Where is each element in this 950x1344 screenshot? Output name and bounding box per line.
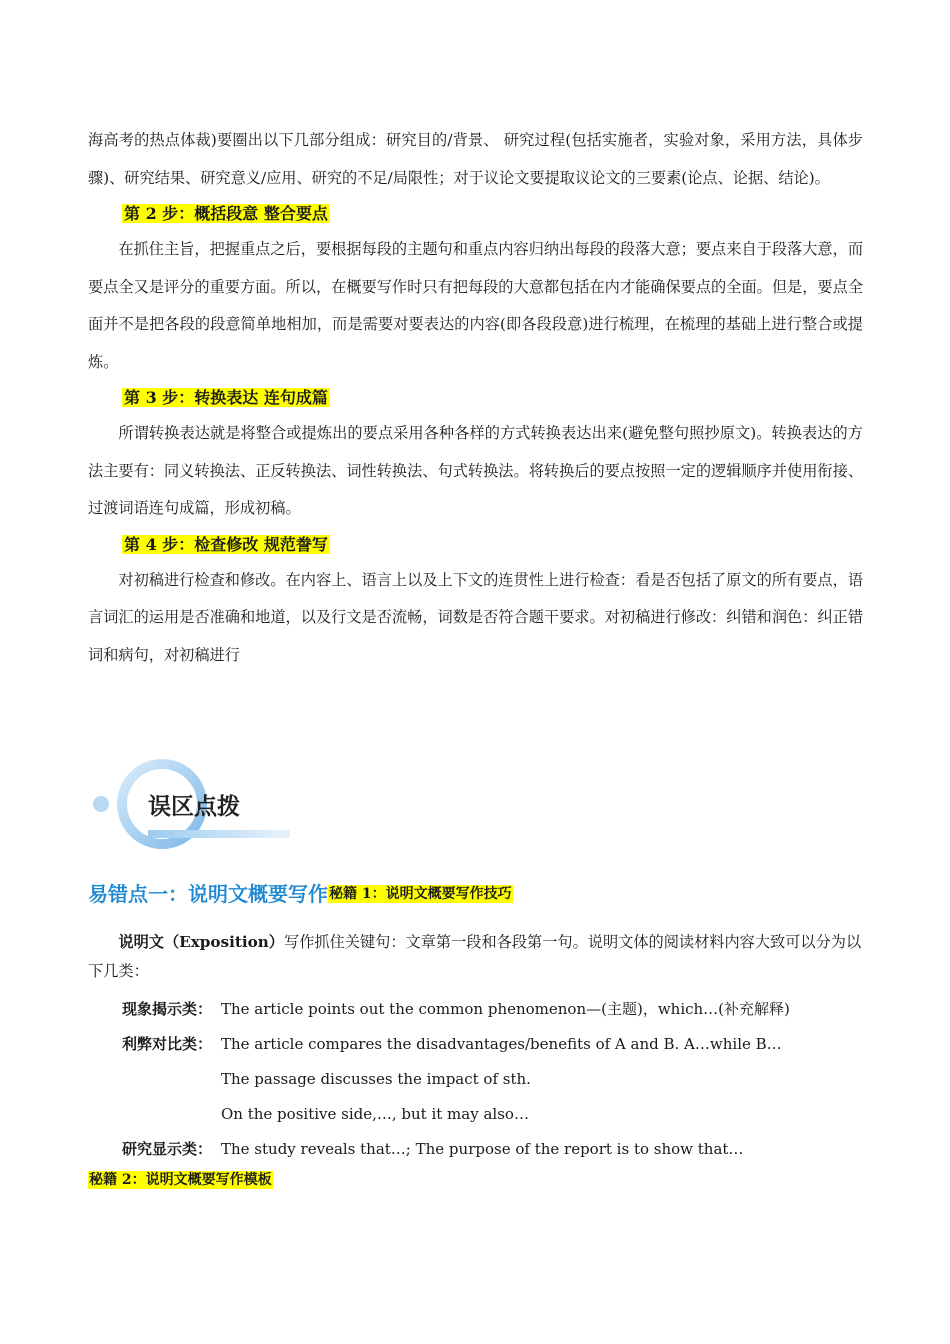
template-row: 利弊对比类： The article compares the disadvantages/benefits of A and B. A…while B…: [122, 1035, 782, 1053]
step3-heading: 第 3 步：转换表达 连句成篇: [124, 388, 328, 407]
exposition-section: [88, 928, 863, 1189]
tip2-heading: 秘籍 2：说明文概要写作模板: [89, 1172, 272, 1188]
exposition-intro: 说明文（Exposition）写作抓住关键句：文章第一段和各段第一句。说明文体的阅读材料内容大致可以分为以下几类：: [88, 933, 862, 980]
template-row: 研究显示类： The study reveals that…; The purpose of the report is to show that…: [122, 1140, 744, 1158]
step4-paragraph: 对初稿进行检查和修改。在内容上、语言上以及上下文的连贯性上进行检查：看是否包括了原文的所有要点，语言词汇的运用是否准确和地道，以及行文是否流畅，词数是否符合题干要求。对初稿进行修改：纠错和润色：纠正错词和病句，对初稿进行: [88, 570, 863, 664]
banner-label: 误区点拨: [148, 794, 240, 820]
section-banner: [88, 758, 298, 850]
template-row: 现象揭示类： The article points out the common phenomenon—(主题)，which…(补充解释): [122, 1000, 790, 1018]
tip1-label: 秘籍 1：说明文概要写作技巧: [329, 885, 512, 902]
step2-paragraph: 在抓住主旨，把握重点之后，要根据每段的主题句和重点内容归纳出每段的段落大意；要点来自于段落大意，而要点全又是评分的重要方面。所以，在概要写作时只有把每段的大意都包括在内才能确保要点的全面。但是，要点全面并不是把各段的段意简单地相加，而是需要对要表达的内容(即各段段意)进行梳理，在梳理的基础上进行整合或提炼。: [88, 240, 863, 371]
template-row: The passage discusses the impact of sth.: [221, 1070, 531, 1088]
template-row: On the positive side,…, but it may also…: [221, 1105, 529, 1123]
step3-paragraph: 所谓转换表达就是将整合或提炼出的要点采用各种各样的方式转换表达出来(避免整句照抄原文)。转换表达的方法主要有：同义转换法、正反转换法、词性转换法、句式转换法。将转换后的要点按照一定的逻辑顺序并使用衔接、过渡词语连句成篇，形成初稿。: [88, 424, 863, 517]
writing-steps: [88, 122, 863, 674]
error-point-title: 易错点一：说明文概要写作: [88, 882, 328, 906]
error-point-heading: [88, 878, 513, 907]
intro-paragraph: 海高考的热点体裁)要圈出以下几部分组成：研究目的/背景、 研究过程(包括实施者，实验对象，采用方法，具体步骤)、研究结果、研究意义/应用、研究的不足/局限性；对于议论文要提取议论文的三要素(论点、论据、结论)。: [88, 131, 863, 187]
step2-heading: 第 2 步：概括段意 整合要点: [124, 204, 328, 223]
step4-heading: 第 4 步：检查修改 规范誊写: [124, 534, 328, 554]
